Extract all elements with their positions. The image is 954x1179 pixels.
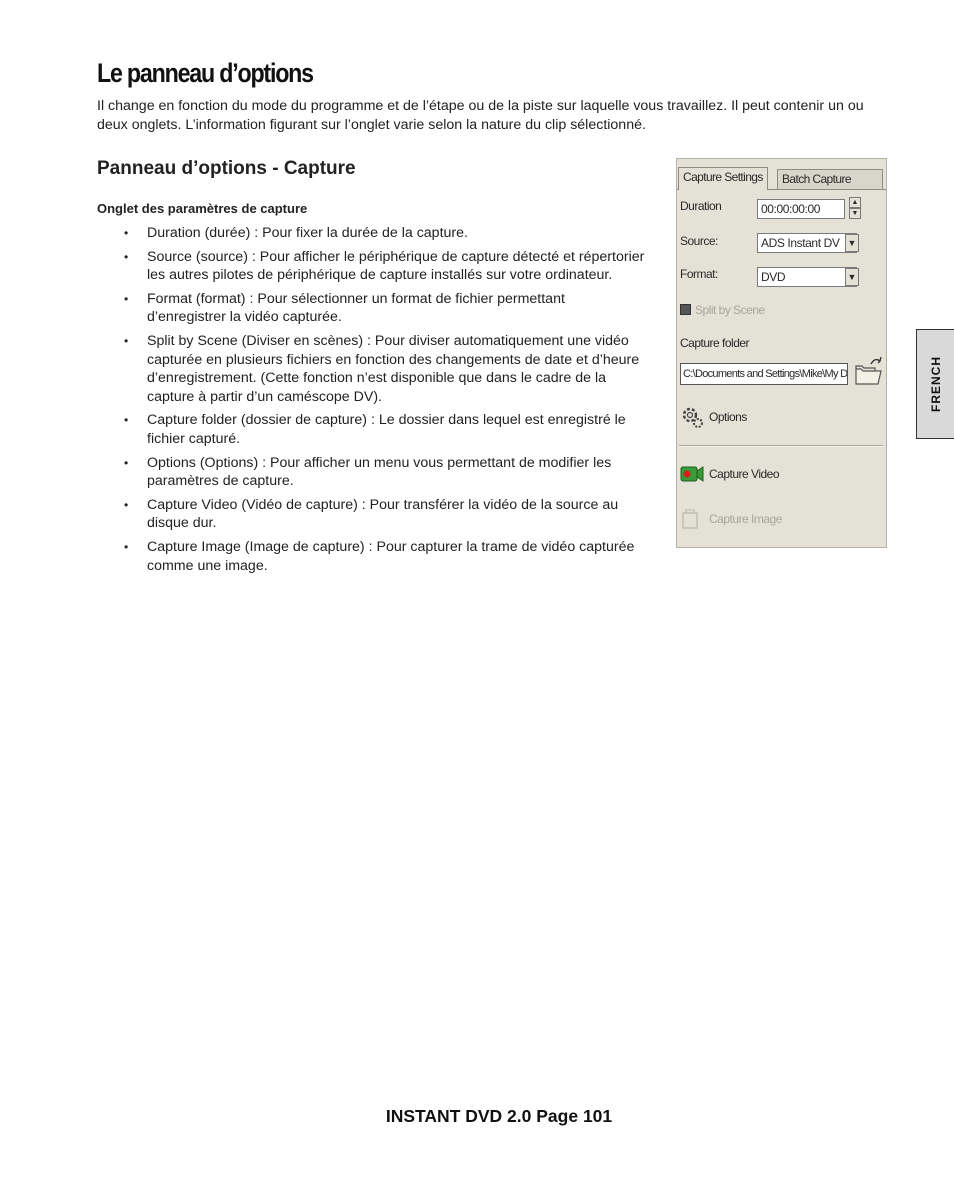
bullet-icon: • (124, 249, 129, 264)
duration-field[interactable]: 00:00:00:00 (757, 199, 845, 219)
capture-folder-label: Capture folder (680, 336, 750, 350)
page-title: Le panneau d’options (97, 58, 313, 88)
panel-tab-bar (677, 167, 886, 190)
capture-image-button[interactable] (679, 505, 782, 533)
list-item (97, 248, 645, 285)
capture-folder-field[interactable]: C:\Documents and Settings\Mike\My D (680, 363, 848, 385)
list-item-text: Split by Scene (Diviser en scènes) : Pour diviser automatiquement une vidéo capturée en plusieurs fichiers en fonction des changements de date et d’heure d’enregistrement. (Cette fonction n’est disponible que dans le cadre de la capture à partir d’un caméscope DV). (147, 332, 640, 405)
list-item (97, 411, 645, 448)
intro-paragraph: Il change en fonction du mode du programme et de l’étape ou de la piste sur laquelle vous travaillez. Il peut contenir un ou deux onglets. L’information figurant sur l’onglet varie selon la nature du clip sélectionné. (97, 98, 864, 133)
list-item-text: Options (Options) : Pour afficher un menu vous permettant de modifier les paramètres de capture. (147, 454, 612, 490)
duration-spinner[interactable] (849, 197, 861, 219)
panel-divider (679, 445, 883, 447)
section-title: Panneau d’options - Capture (97, 158, 356, 179)
split-by-scene-label: Split by Scene (695, 303, 765, 317)
video-camera-icon (679, 461, 705, 487)
source-dropdown-icon[interactable]: ▼ (845, 234, 859, 252)
bullet-icon: • (124, 539, 129, 554)
subsection-title: Onglet des paramètres de capture (97, 201, 308, 216)
list-item-text: Source (source) : Pour afficher le périphérique de capture détecté et répertorier les autres pilotes de périphérique de capture installés sur votre ordinateur. (147, 248, 645, 284)
list-item (97, 224, 645, 243)
bullet-icon: • (124, 226, 129, 240)
bullet-icon: • (124, 497, 129, 512)
list-item-text: Format (format) : Pour sélectionner un format de fichier permettant d’enregistrer la vidéo capturée. (147, 290, 565, 326)
list-item-text: Duration (durée) : Pour fixer la durée de la capture. (147, 225, 468, 241)
list-item (97, 538, 645, 575)
capture-image-label: Capture Image (709, 512, 782, 526)
language-tab (916, 329, 954, 439)
capture-video-button[interactable] (679, 460, 779, 488)
bullet-list (97, 224, 645, 580)
camera-icon (679, 506, 705, 532)
bullet-icon: • (124, 291, 129, 306)
source-label: Source: (680, 234, 718, 248)
options-panel (676, 158, 887, 548)
list-item-text: Capture Image (Image de capture) : Pour capturer la trame de vidéo capturée comme une image. (147, 538, 635, 574)
bullet-icon: • (124, 333, 129, 348)
source-select[interactable]: ADS Instant DV (757, 233, 857, 253)
format-label: Format: (680, 267, 718, 281)
tab-batch-capture[interactable]: Batch Capture (777, 169, 883, 189)
tab-capture-settings[interactable]: Capture Settings (678, 167, 768, 190)
list-item-text: Capture folder (dossier de capture) : Le dossier dans lequel est enregistré le fichier capturé. (147, 412, 626, 447)
split-by-scene-checkbox[interactable] (680, 304, 691, 315)
list-item (97, 332, 645, 406)
language-tab-label: FRENCH (928, 356, 943, 412)
list-item (97, 290, 645, 327)
list-item (97, 454, 645, 491)
spin-up-icon[interactable]: ▲ (849, 197, 861, 208)
format-select[interactable]: DVD (757, 267, 857, 287)
gear-icon (679, 404, 705, 430)
bullet-icon: • (124, 413, 129, 428)
duration-label: Duration (680, 199, 722, 213)
bullet-icon: • (124, 455, 129, 470)
options-button[interactable] (679, 403, 747, 431)
list-item-text: Capture Video (Vidéo de capture) : Pour transférer la vidéo de la source au disque dur. (147, 496, 619, 532)
capture-video-label: Capture Video (709, 467, 779, 481)
page-footer: INSTANT DVD 2.0 Page 101 (385, 1106, 613, 1126)
options-label: Options (709, 410, 747, 424)
format-dropdown-icon[interactable]: ▼ (845, 268, 859, 286)
list-item (97, 496, 645, 533)
folder-icon[interactable] (853, 355, 883, 387)
spin-down-icon[interactable]: ▼ (849, 208, 861, 219)
